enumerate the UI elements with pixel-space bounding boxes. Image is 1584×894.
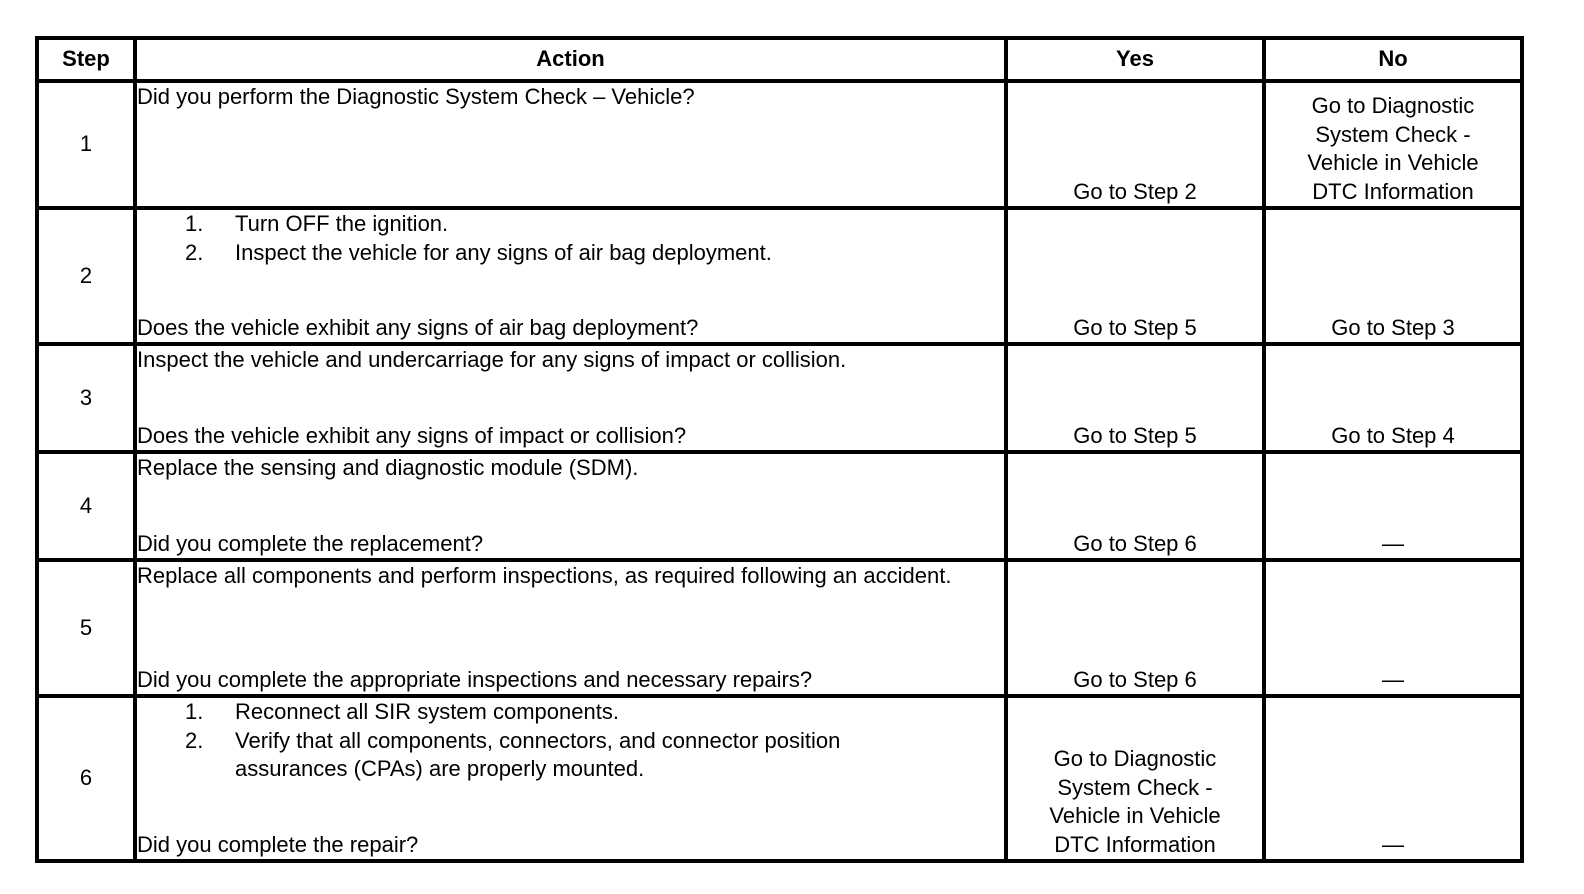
step-number: 5 (37, 560, 135, 696)
table-row (37, 560, 1522, 696)
table-row (37, 452, 1522, 560)
substep-text: Turn OFF the ignition. (235, 211, 449, 236)
table-row (37, 696, 1522, 861)
header-row (37, 38, 1522, 81)
substep-item (137, 727, 1004, 784)
substep-list (137, 698, 1004, 784)
yes-text: Go to Diagnostic System Check - Vehicle in Vehicle DTC Information (1049, 746, 1221, 857)
substep-item (137, 698, 1004, 727)
yes-cell: Go to Step 6 (1006, 452, 1264, 560)
action-intro: Replace all components and perform inspections, as required following an accident. (137, 563, 952, 588)
substep-item (137, 210, 1004, 239)
no-cell: Go to Step 3 (1264, 208, 1522, 344)
no-cell: — (1264, 452, 1522, 560)
table-row (37, 81, 1522, 208)
action-question: Did you complete the repair? (137, 831, 419, 857)
action-cell (135, 344, 1006, 452)
yes-cell: Go to Step 5 (1006, 208, 1264, 344)
table-row (37, 208, 1522, 344)
header-no: No (1264, 38, 1522, 81)
substep-number: 1. (185, 211, 204, 236)
step-number: 3 (37, 344, 135, 452)
action-cell (135, 696, 1006, 861)
no-cell: — (1264, 560, 1522, 696)
step-number: 2 (37, 208, 135, 344)
no-cell: Go to Step 4 (1264, 344, 1522, 452)
action-question: Did you complete the replacement? (137, 530, 484, 556)
action-intro: Inspect the vehicle and undercarriage for any signs of impact or collision. (137, 347, 847, 372)
substep-number: 1. (185, 699, 204, 724)
yes-cell: Go to Step 2 (1006, 81, 1264, 208)
yes-cell: Go to Step 5 (1006, 344, 1264, 452)
action-question: Does the vehicle exhibit any signs of impact or collision? (137, 422, 687, 448)
action-intro: Replace the sensing and diagnostic module (SDM). (137, 455, 639, 480)
action-intro: Did you perform the Diagnostic System Check – Vehicle? (137, 84, 695, 109)
action-cell (135, 560, 1006, 696)
action-question: Does the vehicle exhibit any signs of air bag deployment? (137, 314, 699, 340)
no-text: Go to Diagnostic System Check - Vehicle in Vehicle DTC Information (1307, 93, 1479, 204)
yes-cell: Go to Step 6 (1006, 560, 1264, 696)
substep-text: Verify that all components, connectors, and connector position assurances (CPAs) are properly mounted. (235, 727, 841, 781)
header-yes: Yes (1006, 38, 1264, 81)
action-cell (135, 208, 1006, 344)
substep-item (137, 239, 1004, 268)
table-row (37, 344, 1522, 452)
step-number: 6 (37, 696, 135, 861)
yes-cell (1006, 696, 1264, 861)
header-step: Step (37, 38, 135, 81)
substep-number: 2. (185, 239, 204, 265)
substep-text: Inspect the vehicle for any signs of air bag deployment. (235, 239, 772, 265)
header-action: Action (135, 38, 1006, 81)
action-cell (135, 81, 1006, 208)
substep-list (137, 210, 1004, 267)
no-cell (1264, 81, 1522, 208)
step-number: 1 (37, 81, 135, 208)
step-number: 4 (37, 452, 135, 560)
substep-number: 2. (185, 727, 204, 753)
substep-text: Reconnect all SIR system components. (235, 699, 619, 724)
action-cell (135, 452, 1006, 560)
no-cell: — (1264, 696, 1522, 861)
action-question: Did you complete the appropriate inspections and necessary repairs? (137, 666, 813, 692)
diagnostic-table (35, 36, 1524, 863)
